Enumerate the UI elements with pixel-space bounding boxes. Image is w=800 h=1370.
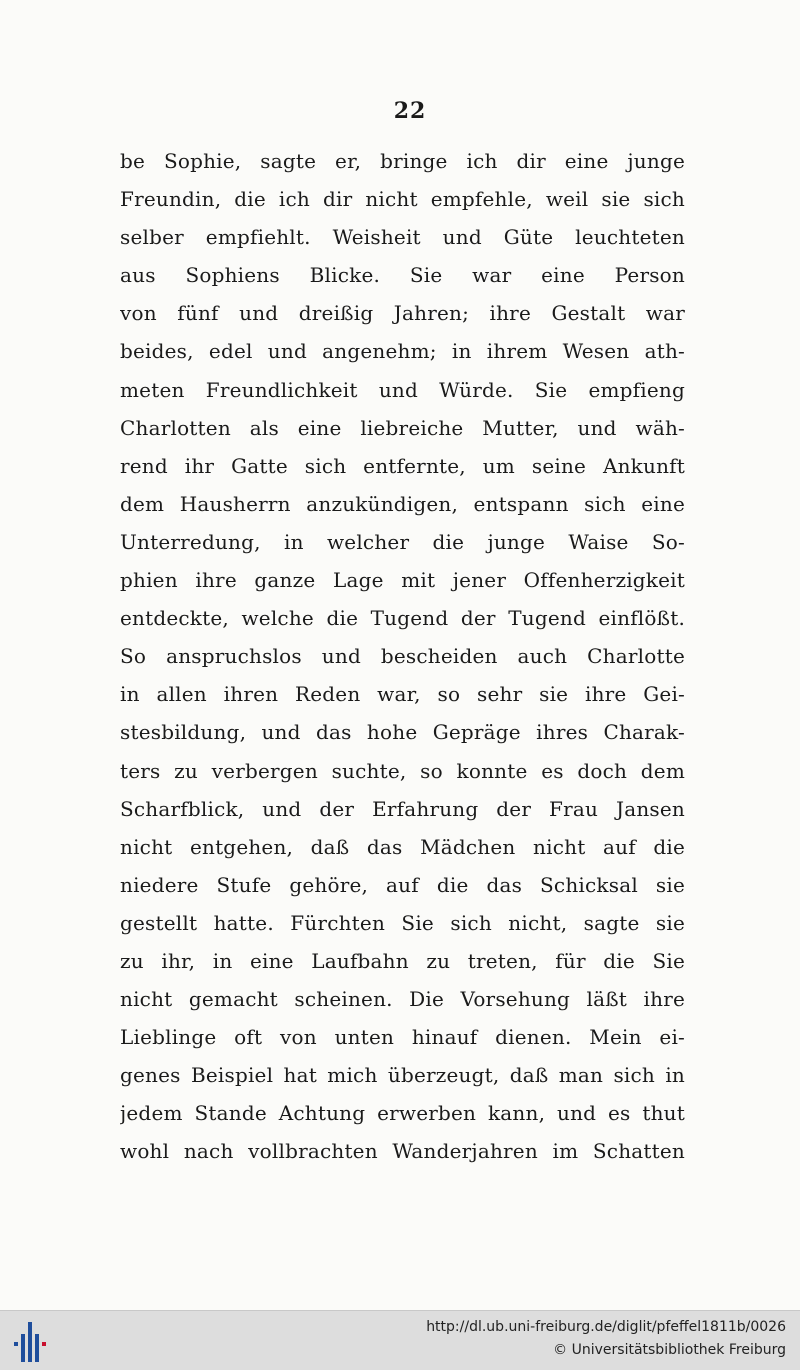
text-line: beides, edel und angenehm; in ihrem Wesen ath- [120, 339, 685, 364]
text-line: Freundin, die ich dir nicht empfehle, weil sie sich [120, 187, 685, 212]
text-line: ters zu verbergen suchte, so konnte es doch dem [120, 758, 685, 783]
source-url-link[interactable]: http://dl.ub.uni-freiburg.de/diglit/pfeffel1811b/0026 [426, 1319, 786, 1335]
text-line: be Sophie, sagte er, bringe ich dir eine junge [120, 149, 685, 173]
text-line: niedere Stufe gehöre, auf die das Schicksal sie [120, 872, 685, 897]
text-line: phien ihre ganze Lage mit jener Offenherzigkeit [120, 568, 685, 593]
text-line: Unterredung, in welcher die junge Waise So- [120, 529, 685, 554]
text-line: Lieblinge oft von unten hinauf dienen. Mein ei- [120, 1025, 685, 1050]
text-line: gestellt hatte. Fürchten Sie sich nicht, sagte sie [120, 910, 685, 935]
copyright-text: © Universitätsbibliothek Freiburg [553, 1342, 786, 1358]
text-line: Scharfblick, und der Erfahrung der Frau Jansen [120, 796, 685, 821]
text-line: von fünf und dreißig Jahren; ihre Gestalt war [120, 301, 685, 326]
text-line: So anspruchslos und bescheiden auch Charlotte [120, 644, 685, 669]
page-number: 22 [393, 98, 427, 124]
text-line: selber empfiehlt. Weisheit und Güte leuchteten [120, 225, 685, 250]
text-line: entdeckte, welche die Tugend der Tugend einflößt. [120, 606, 685, 631]
text-line: aus Sophiens Blicke. Sie war eine Person [120, 263, 685, 288]
text-line: stesbildung, und das hohe Gepräge ihres Charak- [120, 720, 685, 745]
university-library-logo-icon[interactable] [14, 1322, 50, 1362]
footer-bar [0, 1310, 800, 1370]
text-line: meten Freundlichkeit und Würde. Sie empfieng [120, 377, 685, 402]
text-line: jedem Stande Achtung erwerben kann, und es thut [120, 1101, 685, 1126]
text-line: Charlotten als eine liebreiche Mutter, und wäh- [120, 415, 685, 440]
text-line: nicht entgehen, daß das Mädchen nicht auf die [120, 834, 685, 859]
text-line: rend ihr Gatte sich entfernte, um seine Ankunft [120, 453, 685, 478]
text-line: genes Beispiel hat mich überzeugt, daß man sich in [120, 1063, 685, 1088]
page-text-block [120, 142, 685, 1171]
text-line: zu ihr, in eine Laufbahn zu treten, für die Sie [120, 948, 685, 973]
text-line: wohl nach vollbrachten Wanderjahren im Schatten [120, 1139, 685, 1164]
text-line: in allen ihren Reden war, so sehr sie ihre Gei- [120, 682, 685, 707]
text-line: nicht gemacht scheinen. Die Vorsehung läßt ihre [120, 987, 685, 1012]
text-line: dem Hausherrn anzukündigen, entspann sich eine [120, 491, 685, 516]
